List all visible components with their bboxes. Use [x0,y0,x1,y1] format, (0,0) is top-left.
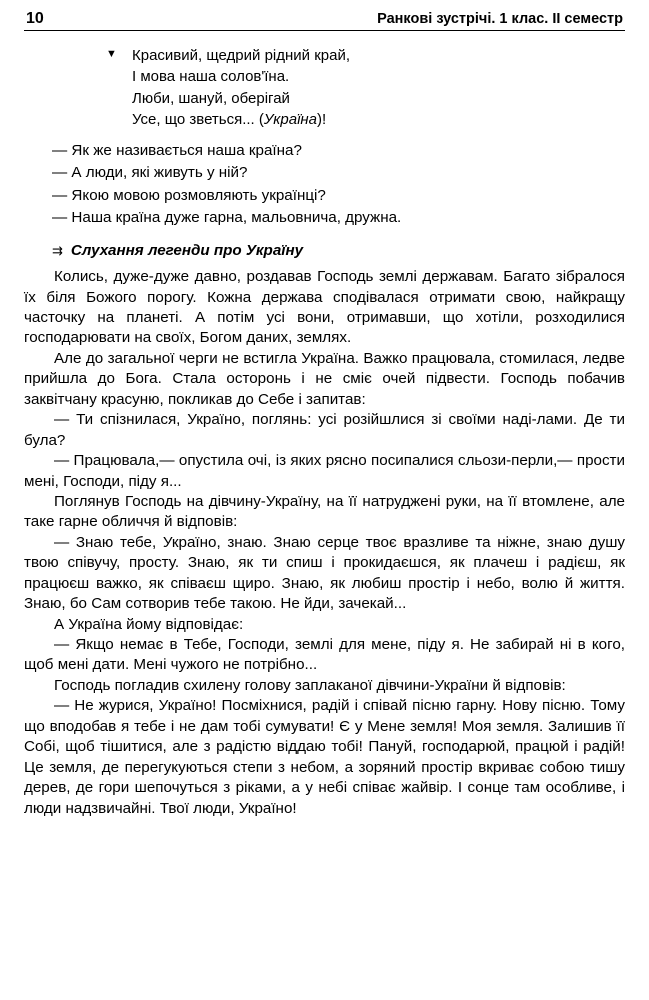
paragraph: — Ти спізнилася, Україно, поглянь: усі розійшлися зі своїми наді-лами. Де ти була? [24,411,625,449]
verse-block [106,45,625,130]
double-arrow-icon: ⇉ [52,242,63,258]
page-header [24,10,625,31]
paragraph: — Працювала,— опустила очі, із яких рясно посипалися сльози-перли,— прости мені, Господи, піду я... [24,452,625,490]
paragraph: Поглянув Господь на дівчину-Україну, на її натруджені руки, на її втомлене, але таке гарне обличчя й відповів: [24,492,625,531]
question-list [24,140,625,229]
verse-lines [132,45,350,130]
verse-italic-word: Україна [263,110,318,128]
paragraph: А Україна йому відповідає: [54,615,244,633]
paragraph: — Знаю тебе, Україно, знаю. Знаю серце твоє вразливе та ніжне, знаю душу твою співучу, просту. Знаю, як ти спиш і прокидаєшся, як плачеш і радієш, як працюєш важко, як співаєш щиро. Знаю, як любиш простір і небо, волю й життя. Знаю, бо Сам сотворив тебе такою. Не йди, зачекай... [24,533,625,613]
verse-line: І мова наша солов'їна. [132,68,290,86]
page-content [24,45,625,819]
section-subheading-text: Слухання легенди про Україну [70,241,304,259]
list-item: — А люди, які живуть у ній? [52,164,248,182]
verse-line-tail: )! [317,110,327,128]
list-item: — Наша країна дуже гарна, мальовнича, дружна. [52,208,402,226]
paragraph: Але до загальної черги не встигла Україна. Важко працювала, стомилася, ледве прийшла до Бога. Стала осторонь і не сміє очей підвести. Господь побачив заквітчану красуню, покликав до Себе і запитав: [24,349,625,408]
paragraph: — Не журися, Україно! Посміхнися, радій і співай пісню гарну. Нову пісню. Тому що вподобав я тебе і не дам тобі сумувати! Є у Мене земля! Моя земля. Залишив її Собі, щоб тішитися, але з радістю віддаю тобі! Пануй, господарюй, працюй і радій! Це земля, де перегукуються степи з небом, а зоряний простір вкриває собою тишу дерев, де гори шепочуться з ріками, а у небі співає жайвір. І сонце там особливе, і люди надзвичайні. Твої люди, Україно! [24,697,625,817]
verse-line: Люби, шануй, оберігай [132,89,290,107]
verse-line: Красивий, щедрий рідний край, [132,47,350,64]
paragraph: Господь погладив схилену голову заплаканої дівчини-України й відповів: [54,676,566,694]
paragraph: — Якщо немає в Тебе, Господи, землі для мене, піду я. Не забирай ні в кого, щоб мені дати. Мені чужого не потрібно... [24,636,625,674]
verse-line [132,109,350,130]
list-item: — Як же називається наша країна? [52,142,302,160]
running-head-title: Ранкові зустрічі. 1 клас. II семестр [377,11,623,27]
section-subheading [52,241,625,261]
verse-marker-icon: ▼ [106,48,117,60]
page-number: 10 [26,10,44,27]
paragraph: Колись, дуже-дуже давно, роздавав Господь землі державам. Багато зібралося їх біля Божого порогу. Кожна держава сподівалася отримати свою, найкращу часточку на планеті. А потім усі вони, отримавши, що хотіли, розходилися господарювати на своїх, Богом даних, землях. [24,268,625,347]
list-item: — Якою мовою розмовляють українці? [52,186,326,204]
verse-line-text: Усе, що зветься... ( [132,110,264,128]
